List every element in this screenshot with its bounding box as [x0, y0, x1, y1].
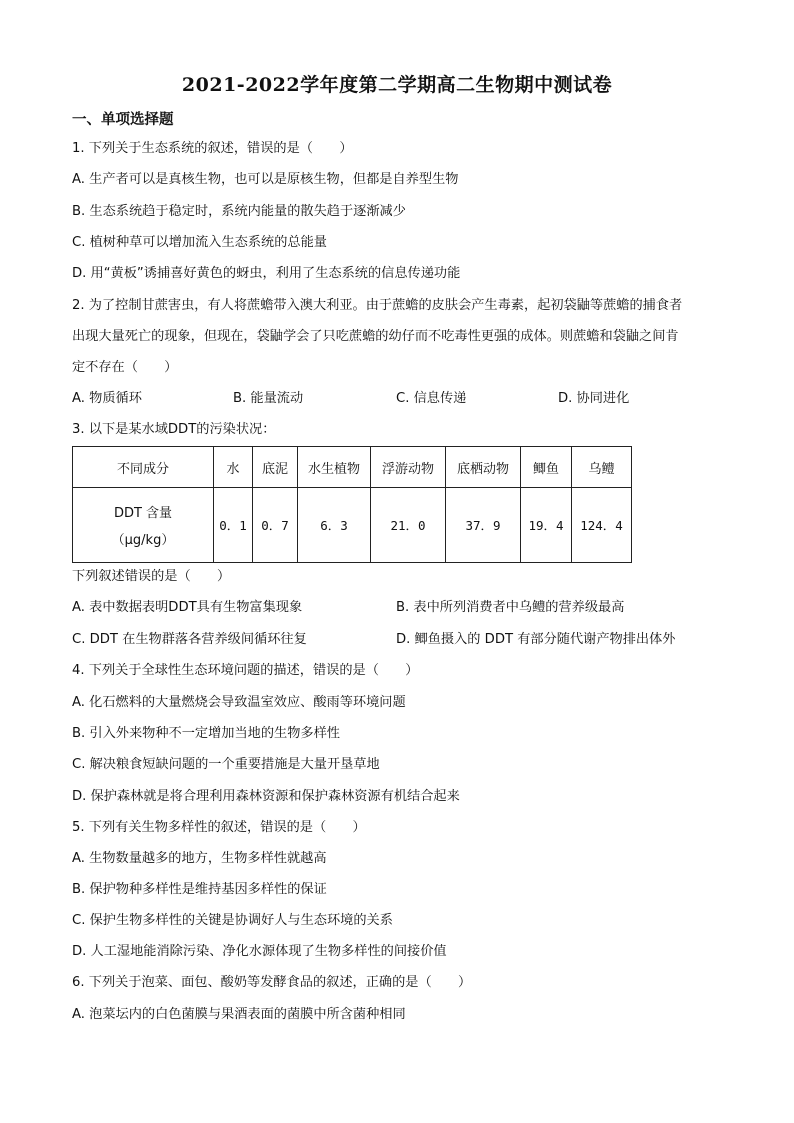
q2-stem-line3: 定不存在（ ） [72, 360, 178, 375]
q1-option-d: D. 用“黄板”诱捕喜好黄色的蚜虫，利用了生态系统的信息传递功能 [72, 266, 461, 281]
table-row [73, 488, 632, 563]
q2-stem-line2: 出现大量死亡的现象，但现在，袋鼬学会了只吃蔗蟾的幼仔而不吃毒性更强的成体。则蔗蟾和袋鼬之间肯 [72, 329, 679, 344]
q5-option-b: B. 保护物种多样性是维持基因多样性的保证 [72, 882, 327, 897]
q4-option-c: C. 解决粮食短缺问题的一个重要措施是大量开垦草地 [72, 757, 380, 772]
table-header-cell: 水 [214, 447, 253, 488]
q5-stem: 5. 下列有关生物多样性的叙述，错误的是（ ） [72, 820, 366, 835]
table-cell: 21．0 [371, 488, 446, 563]
q5-option-a: A. 生物数量越多的地方，生物多样性就越高 [72, 851, 327, 866]
table-cell: 6．3 [298, 488, 371, 563]
table-header-cell: 水生植物 [298, 447, 371, 488]
q2-option-d: D. 协同进化 [558, 391, 630, 406]
table-cell: 0．1 [214, 488, 253, 563]
row-unit: （μg/kg） [111, 533, 175, 548]
table-cell: 19．4 [521, 488, 572, 563]
q1-option-a: A. 生产者可以是真核生物，也可以是原核生物，但都是自养型生物 [72, 172, 459, 187]
q5-option-d: D. 人工湿地能消除污染、净化水源体现了生物多样性的间接价值 [72, 944, 447, 959]
table-header-cell: 底泥 [253, 447, 298, 488]
q6-stem: 6. 下列关于泡菜、面包、酸奶等发酵食品的叙述，正确的是（ ） [72, 975, 472, 990]
q3-stem: 3. 以下是某水域DDT的污染状况： [72, 422, 276, 437]
q1-option-c: C. 植树种草可以增加流入生态系统的总能量 [72, 235, 327, 250]
table-header-cell: 底栖动物 [446, 447, 521, 488]
q3-option-d: D. 鲫鱼摄入的 DDT 有部分随代谢产物排出体外 [396, 632, 676, 647]
table-header-cell: 不同成分 [73, 447, 214, 488]
table-cell: 124．4 [572, 488, 632, 563]
table-row-label-cell [73, 488, 214, 563]
q1-option-b: B. 生态系统趋于稳定时，系统内能量的散失趋于逐渐减少 [72, 204, 406, 219]
table-header-cell: 乌鳢 [572, 447, 632, 488]
table-cell: 0．7 [253, 488, 298, 563]
q5-option-c: C. 保护生物多样性的关键是协调好人与生态环境的关系 [72, 913, 393, 928]
q1-stem: 1. 下列关于生态系统的叙述，错误的是（ ） [72, 141, 353, 156]
table-header-cell: 鲫鱼 [521, 447, 572, 488]
ddt-table [72, 446, 632, 563]
q3-option-b: B. 表中所列消费者中乌鳢的营养级最高 [396, 600, 625, 615]
q4-option-d: D. 保护森林就是将合理利用森林资源和保护森林资源有机结合起来 [72, 789, 460, 804]
q3-option-a: A. 表中数据表明DDT具有生物富集现象 [72, 600, 303, 615]
table-cell: 37．9 [446, 488, 521, 563]
q2-option-a: A. 物质循环 [72, 391, 142, 406]
q3-option-c: C. DDT 在生物群落各营养级间循环往复 [72, 632, 307, 647]
q6-option-a: A. 泡菜坛内的白色菌膜与果酒表面的菌膜中所含菌种相同 [72, 1007, 406, 1022]
section-heading: 一、单项选择题 [72, 112, 174, 128]
q2-option-b: B. 能量流动 [233, 391, 304, 406]
q2-option-c: C. 信息传递 [396, 391, 467, 406]
q2-stem-line1: 2. 为了控制甘蔗害虫，有人将蔗蟾带入澳大利亚。由于蔗蟾的皮肤会产生毒素，起初袋鼬等蔗蟾的捕食者 [72, 298, 683, 313]
q4-option-b: B. 引入外来物种不一定增加当地的生物多样性 [72, 726, 340, 741]
q4-stem: 4. 下列关于全球性生态环境问题的描述，错误的是（ ） [72, 663, 419, 678]
q4-option-a: A. 化石燃料的大量燃烧会导致温室效应、酸雨等环境问题 [72, 695, 406, 710]
table-header-row [73, 447, 632, 488]
page-title: 2021-2022学年度第二学期高二生物期中测试卷 [181, 74, 613, 96]
table-header-cell: 浮游动物 [371, 447, 446, 488]
row-label: DDT 含量 [113, 506, 173, 521]
q3-question: 下列叙述错误的是（ ） [72, 569, 231, 584]
